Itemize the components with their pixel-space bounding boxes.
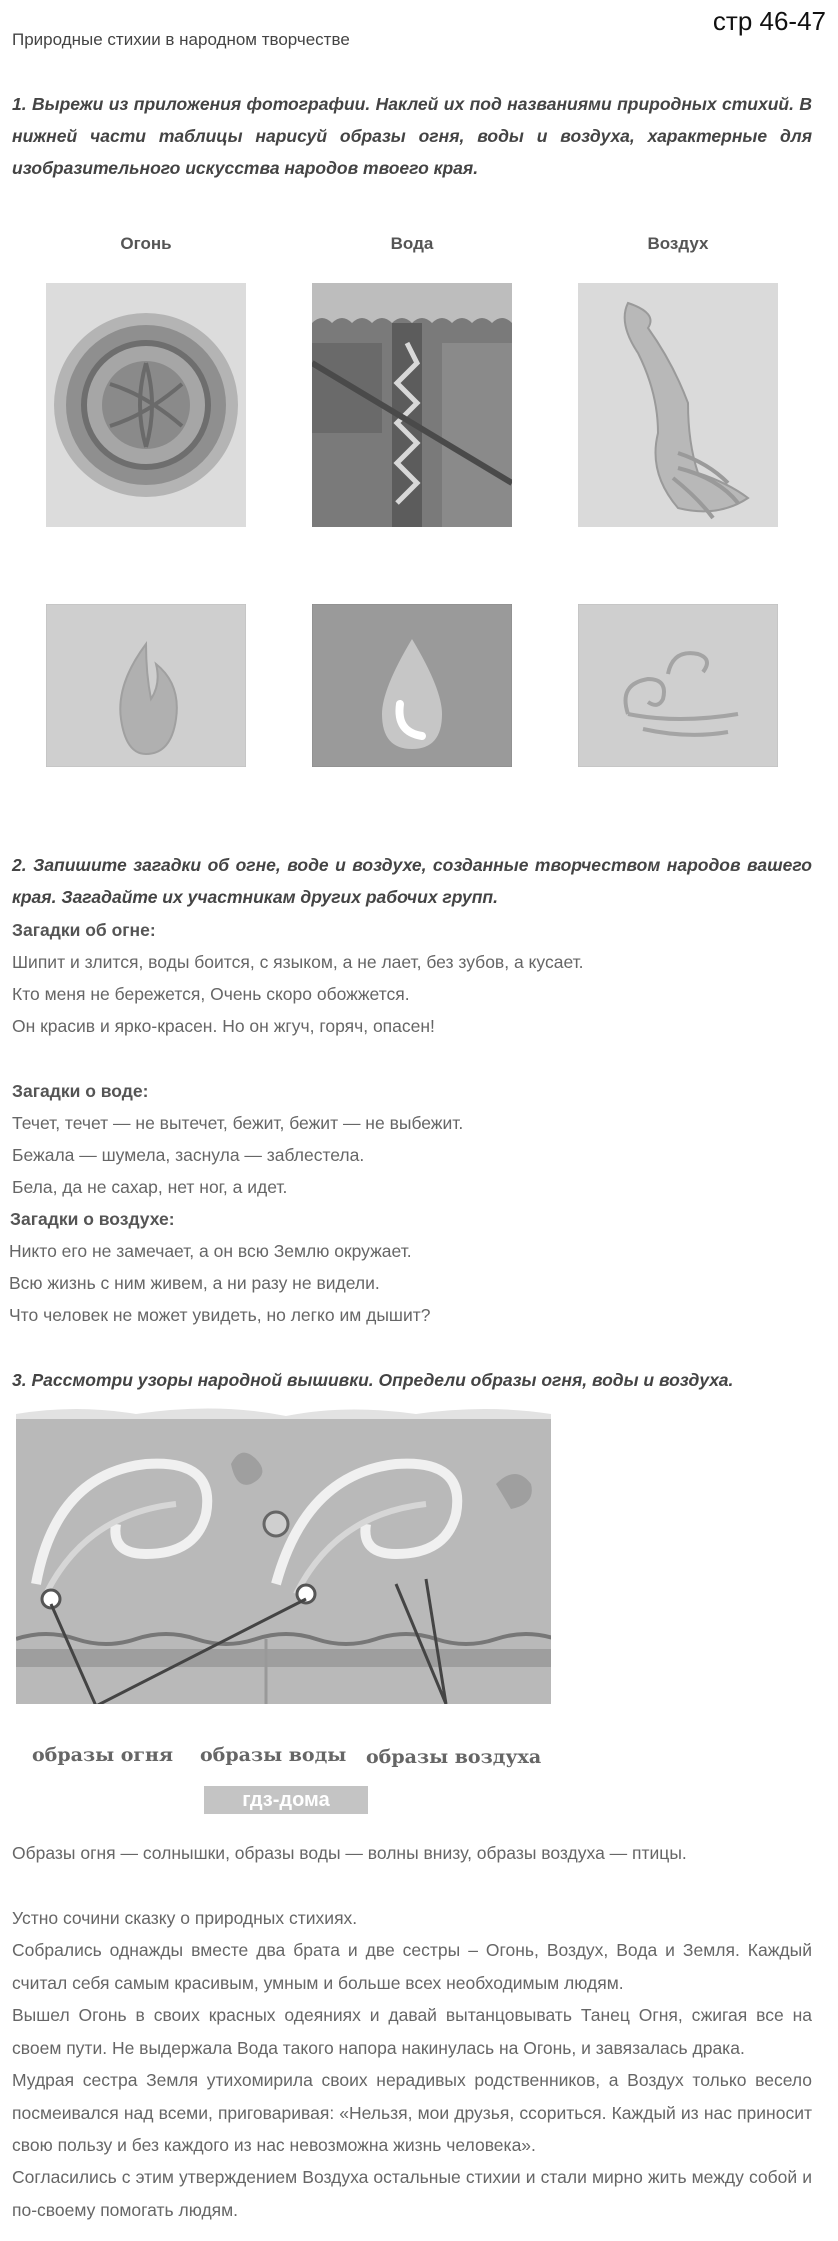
label-fire-images: образы огня [32,1744,173,1766]
riddles-fire-title: Загадки об огне: [12,920,156,940]
water-photo-carving [312,283,512,527]
label-air-images: образы воздуха [366,1746,542,1768]
embroidery-image [16,1404,551,1704]
riddle-water-1: Течет, течет — не вытечет, бежит, бежит — не выбежит. [12,1113,464,1133]
air-photo-bird [578,283,778,527]
riddles-water-title: Загадки о воде: [12,1081,149,1101]
riddle-fire-1: Шипит и злится, воды боится, с языком, а не лает, без зубов, а кусает. [12,952,584,972]
riddles-air-title: Загадки о воздухе: [10,1209,175,1229]
column-water: Вода [390,234,434,253]
water-drawing [312,604,512,767]
column-air: Воздух [647,234,709,253]
page-number: стр 46-47 [712,6,826,36]
riddle-water-2: Бежала — шумела, заснула — заблестела. [12,1145,365,1165]
task-3: 3. Рассмотри узоры народной вышивки. Определи образы огня, воды и воздуха. [12,1370,734,1390]
fire-drawing [46,604,246,767]
story-paragraph-4: Согласились с этим утверждением Воздуха остальные стихии и стали мирно жить между собой и по-своему помогать людям. [12,2167,812,2220]
riddle-air-3: Что человек не может увидеть, но легко им дышит? [9,1305,431,1325]
riddle-fire-3: Он красив и ярко-красен. Но он жгуч, горяч, опасен! [12,1016,435,1036]
riddle-air-1: Никто его не замечает, а он всю Землю окружает. [9,1241,412,1261]
story-paragraph-2: Вышел Огонь в своих красных одеяниях и давай вытанцовывать Танец Огня, сжигая все на своем пути. Не выдержала Вода такого напора накинулась на Огонь, и завязалась драка. [12,2005,812,2058]
riddle-air-2: Всю жизнь с ним живем, а ни разу не видели. [9,1273,380,1293]
story-paragraph-1: Собрались однажды вместе два брата и две сестры – Огонь, Воздух, Вода и Земля. Каждый считал себя самым красивым, умным и больше всех необходимым людям. [12,1940,812,1993]
fire-photo-rosette [46,283,246,527]
label-water-images: образы воды [200,1744,347,1766]
task-2: 2. Запишите загадки об огне, воде и воздухе, созданные творчеством народов вашего края. Загадайте их участникам других рабочих групп. [12,855,812,907]
story-paragraph-3: Мудрая сестра Земля утихомирила своих нерадивых родственников, а Воздух только весело посмеивался над всеми, приговаривая: «Нельзя, мои друзья, ссориться. Каждый из нас приносит свою пользу и без каждого из нас невозможна жизнь человека». [12,2070,812,2155]
page-title: Природные стихии в народном творчестве [12,30,350,49]
watermark-badge: гдз-дома [204,1786,368,1814]
riddle-water-3: Бела, да не сахар, нет ног, а идет. [12,1177,288,1197]
riddle-fire-2: Кто меня не бережется, Очень скоро обожжется. [12,984,410,1004]
column-fire: Огонь [120,234,172,253]
air-drawing [578,604,778,767]
task-1: 1. Вырежи из приложения фотографии. Наклей их под названиями природных стихий. В нижней части таблицы нарисуй образы огня, воды и воздуха, характерные для изобразительного искусства народов твоего края. [12,94,812,178]
task-3-answer: Образы огня — солнышки, образы воды — волны внизу, образы воздуха — птицы. [12,1843,687,1863]
story-title: Устно сочини сказку о природных стихиях. [12,1908,358,1928]
